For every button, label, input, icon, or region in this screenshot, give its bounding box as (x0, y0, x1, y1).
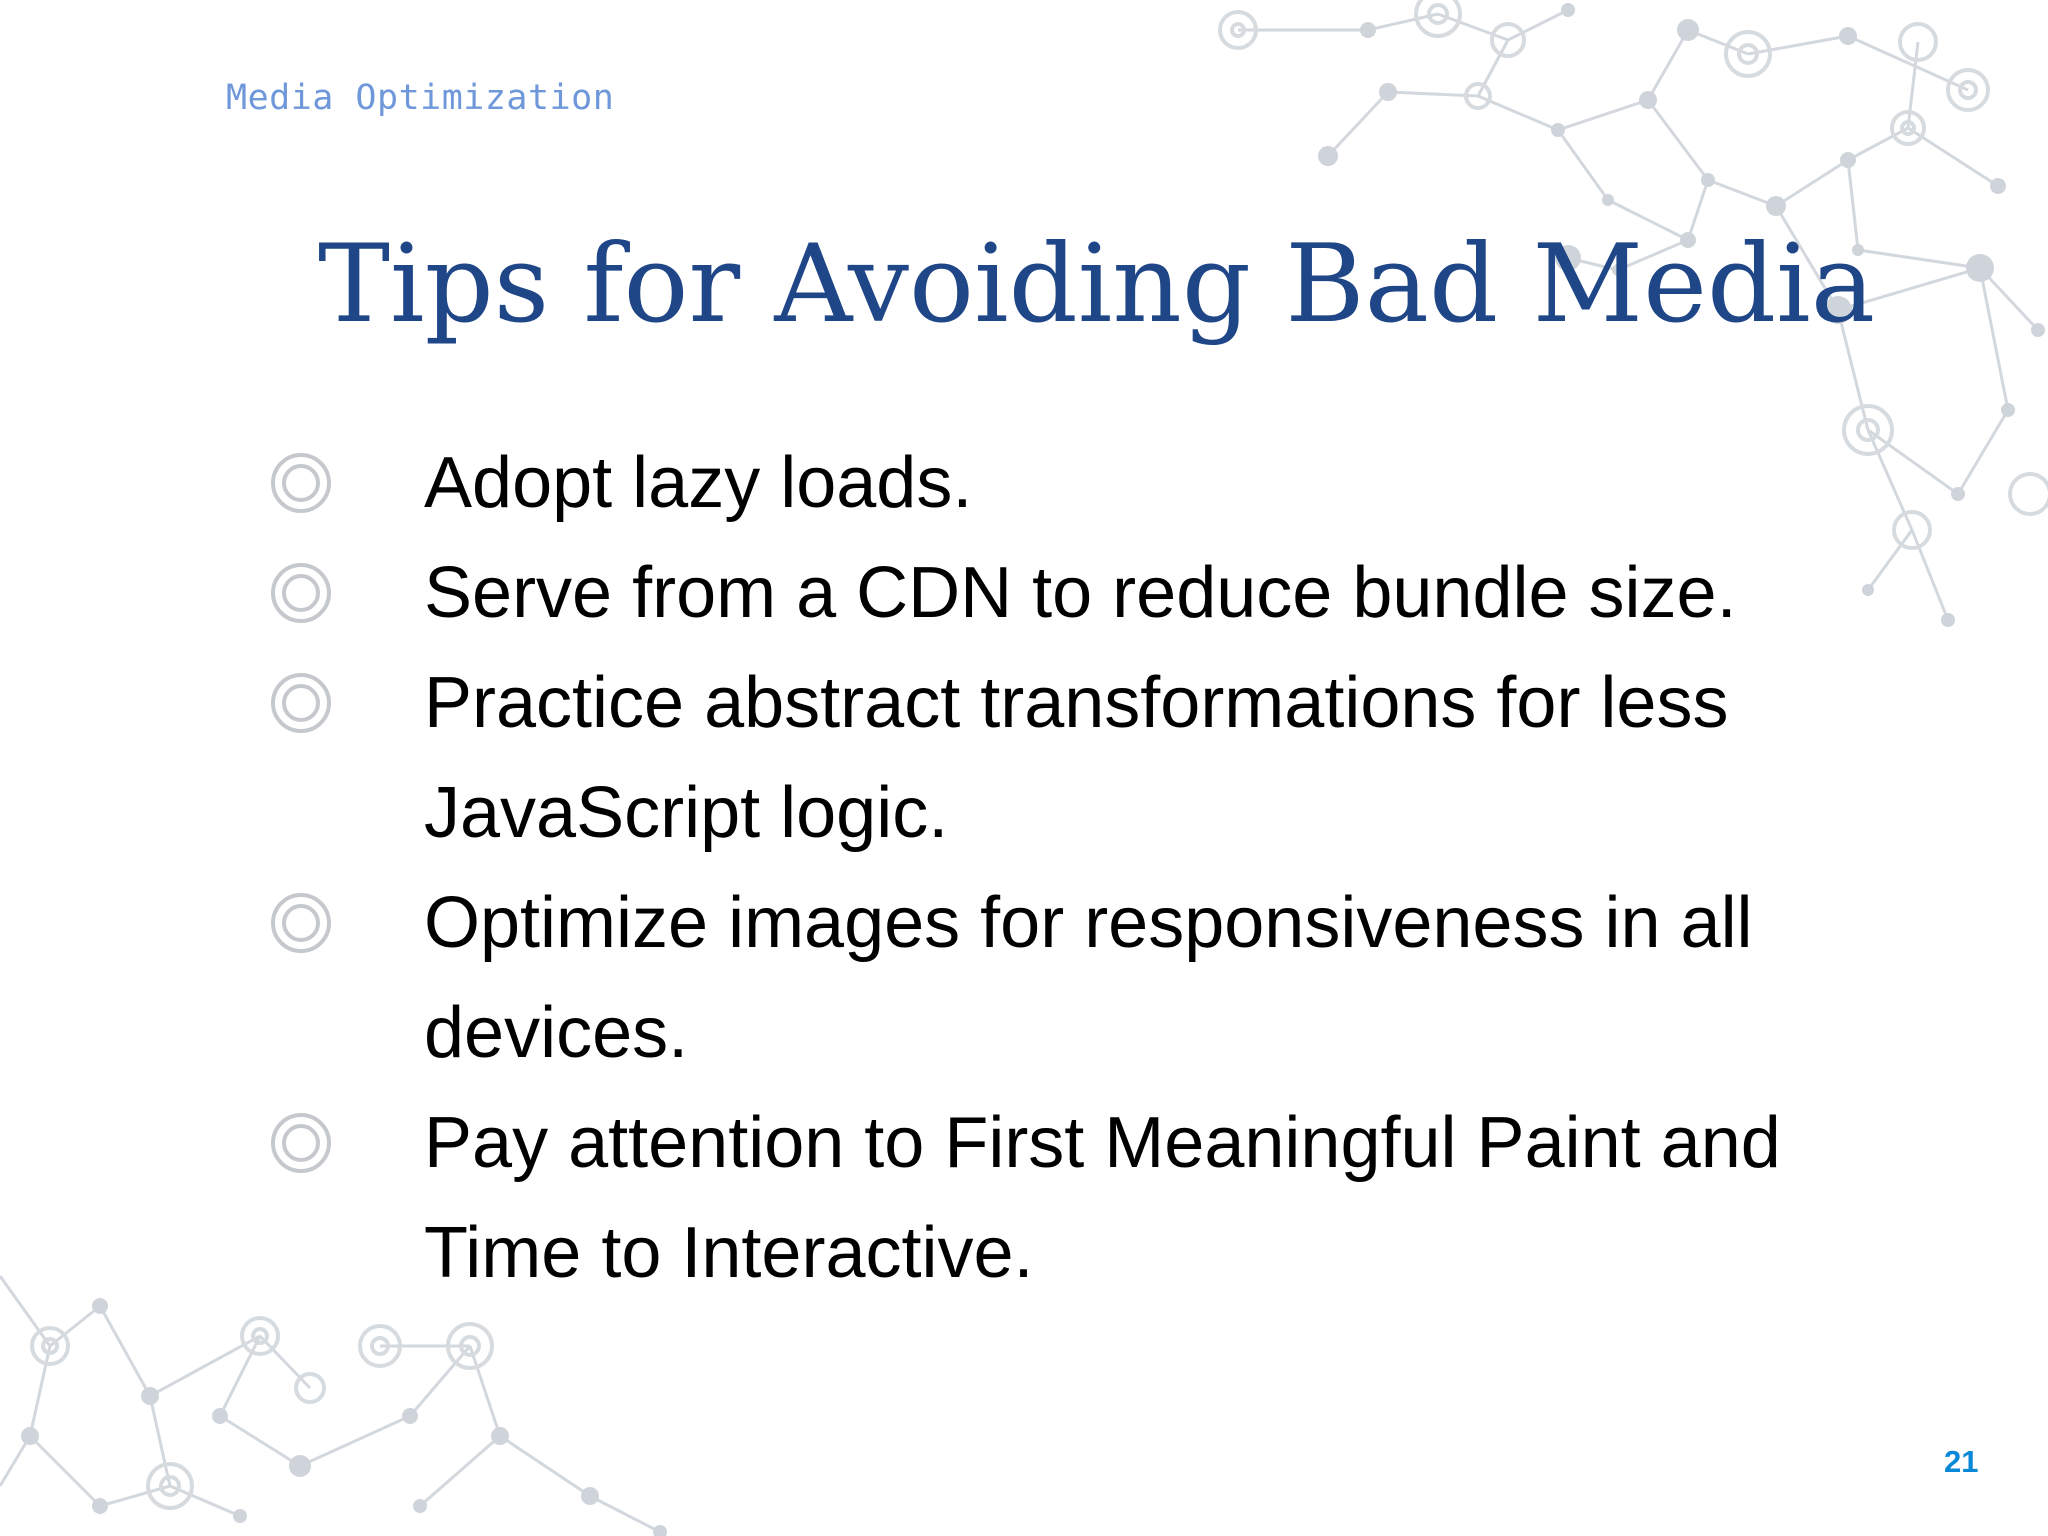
section-label: Media Optimization (226, 78, 615, 118)
bullet-text: Practice abstract transformations for less JavaScript logic. (424, 663, 1729, 853)
bullet-text: Pay attention to First Meaningful Paint and Time to Interactive. (424, 1103, 1781, 1293)
slide-title: Tips for Avoiding Bad Media (318, 222, 1876, 347)
concentric-circle-icon (268, 1088, 334, 1198)
bullet-text: Optimize images for responsiveness in all devices. (424, 883, 1753, 1073)
bullet-item (268, 648, 1888, 868)
concentric-circle-icon (268, 868, 334, 978)
bullet-text: Serve from a CDN to reduce bundle size. (424, 553, 1737, 633)
concentric-circle-icon (268, 648, 334, 758)
bullet-list (268, 428, 1888, 1308)
bullet-item (268, 868, 1888, 1088)
bullet-item (268, 428, 1888, 538)
concentric-circle-icon (268, 538, 334, 648)
bullet-item (268, 1088, 1888, 1308)
concentric-circle-icon (268, 428, 334, 538)
page-number: 21 (1944, 1444, 1979, 1479)
bullet-text: Adopt lazy loads. (424, 443, 973, 523)
bullet-item (268, 538, 1888, 648)
